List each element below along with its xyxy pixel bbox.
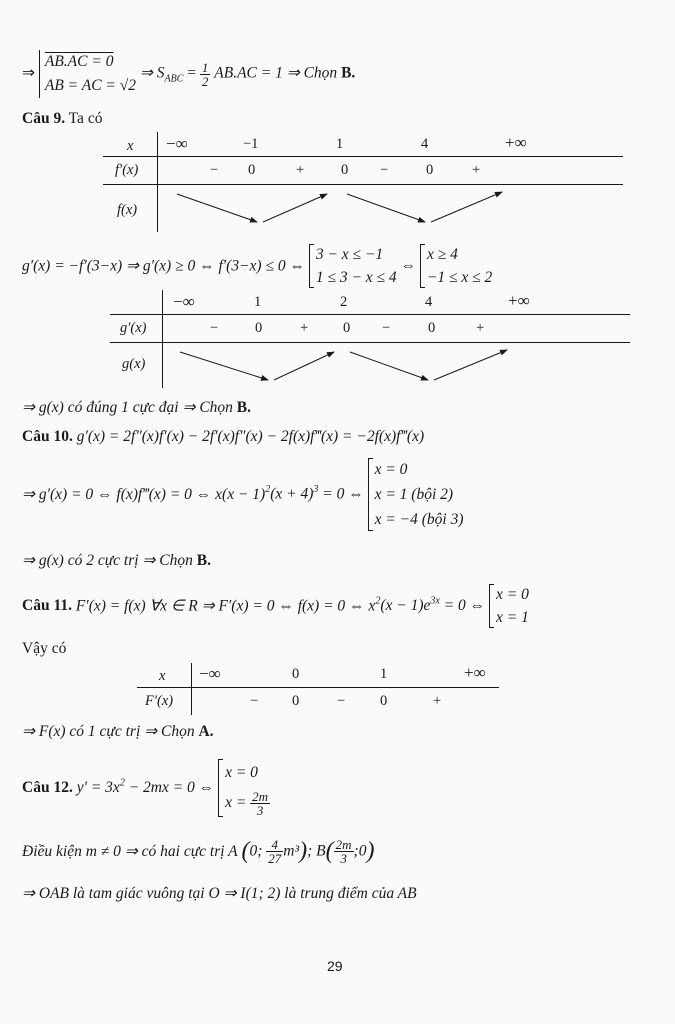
q11-line1: Câu 11. F′(x) = f(x) ∀x ∈ R ⇒ F′(x) = 0 ⇔ f(x) = 0 ⇔ $x^2(x - 1)e^{3x} = 0$ ⇔ x = 0 x = 1 — [22, 583, 529, 629]
q9-conclusion: ⇒ g(x) có đúng 1 cực đại ⇒ Chọn B. — [22, 399, 252, 416]
table-header-rule — [110, 314, 630, 315]
top-system: AB.AC = 0 AB = AC = √2 — [39, 50, 136, 98]
table-header-rule — [103, 156, 623, 157]
q10-line1: Câu 10. g′(x) = 2f″(x)f′(x) − 2f′(x)f″(x) − 2f(x)f‴(x) = −2f(x)f‴(x) — [22, 428, 425, 445]
q11-conclusion: ⇒ F(x) có 1 cực trị ⇒ Chọn A. — [22, 723, 214, 740]
top-implication: ⇒ AB.AC = 0 AB = AC = √2 ⇒ $S_{ABC}$ = $\frac{1}{2}$ AB.AC = 1 ⇒ Chọn B. — [22, 50, 355, 98]
q9-variation-table-f: x −∞ −1 1 4 +∞ f′(x) − 0 + 0 − 0 + f(x) — [103, 132, 623, 232]
q12-roots-bracket: x = 0 x = $\frac{2m}{3}$ — [218, 758, 270, 818]
page-number: 29 — [327, 958, 343, 974]
half-fraction: $\frac{1}{2}$ — [201, 59, 209, 89]
q12-b-fraction: $\frac{2m}{3}$ — [335, 837, 352, 866]
q12-a-fraction: $\frac{4}{27}$ — [268, 837, 282, 866]
q9-f-variation-arrows — [157, 184, 577, 232]
q11-sign-table: x −∞ 0 1 +∞ F′(x) − 0 − 0 + — [137, 663, 499, 715]
q9-variation-table-g: −∞ 1 2 4 +∞ g′(x) − 0 + 0 − 0 + g(x) — [110, 290, 630, 388]
q9-bracket-1: 3 − x ≤ −1 1 ≤ 3 − x ≤ 4 — [309, 243, 397, 289]
q10-roots-bracket: x = 0 x = 1 (bội 2) x = −4 (bội 3) — [368, 457, 464, 532]
q12-line1: Câu 12. $y' = 3x^2 - 2mx = 0$ ⇔ x = 0 x = $\frac{2m}{3}$ — [22, 758, 270, 818]
q10-line2: ⇒ g′(x) = 0 ⇔ f(x)f‴(x) = 0 ⇔ $x(x - 1)^2(x + 4)^3 = 0$ ⇔ x = 0 x = 1 (bội 2) x = −4 (bội 3) — [22, 457, 464, 532]
table-column-rule — [191, 663, 192, 715]
q10-conclusion: ⇒ g(x) có 2 cực trị ⇒ Chọn B. — [22, 552, 211, 569]
q11-roots-bracket: x = 0 x = 1 — [489, 583, 529, 629]
q9-g-variation-arrows — [162, 342, 582, 388]
q12-root-fraction: $\frac{2m}{3}$ — [252, 788, 269, 818]
q11-vay-co: Vậy có — [22, 640, 67, 657]
q12-condition: Điều kiện m ≠ 0 ⇒ có hai cực trị A (0; $\frac{4}{27}$ m³); B( $\frac{2m}{3}$ ;0) — [22, 837, 375, 866]
q9-g-derivative-line: g′(x) = −f′(3−x) ⇒ g′(x) ≥ 0 ⇔ f′(3−x) ≤ 0 ⇔ 3 − x ≤ −1 1 ≤ 3 − x ≤ 4 ⇔ x ≥ 4 −1 ≤ x ≤ 2 — [22, 243, 492, 289]
q9-heading: Câu 9. Ta có — [22, 110, 103, 127]
q12-last-line: ⇒ OAB là tam giác vuông tại O ⇒ I(1; 2) là trung điểm của AB — [22, 885, 417, 902]
q9-bracket-2: x ≥ 4 −1 ≤ x ≤ 2 — [420, 243, 492, 289]
